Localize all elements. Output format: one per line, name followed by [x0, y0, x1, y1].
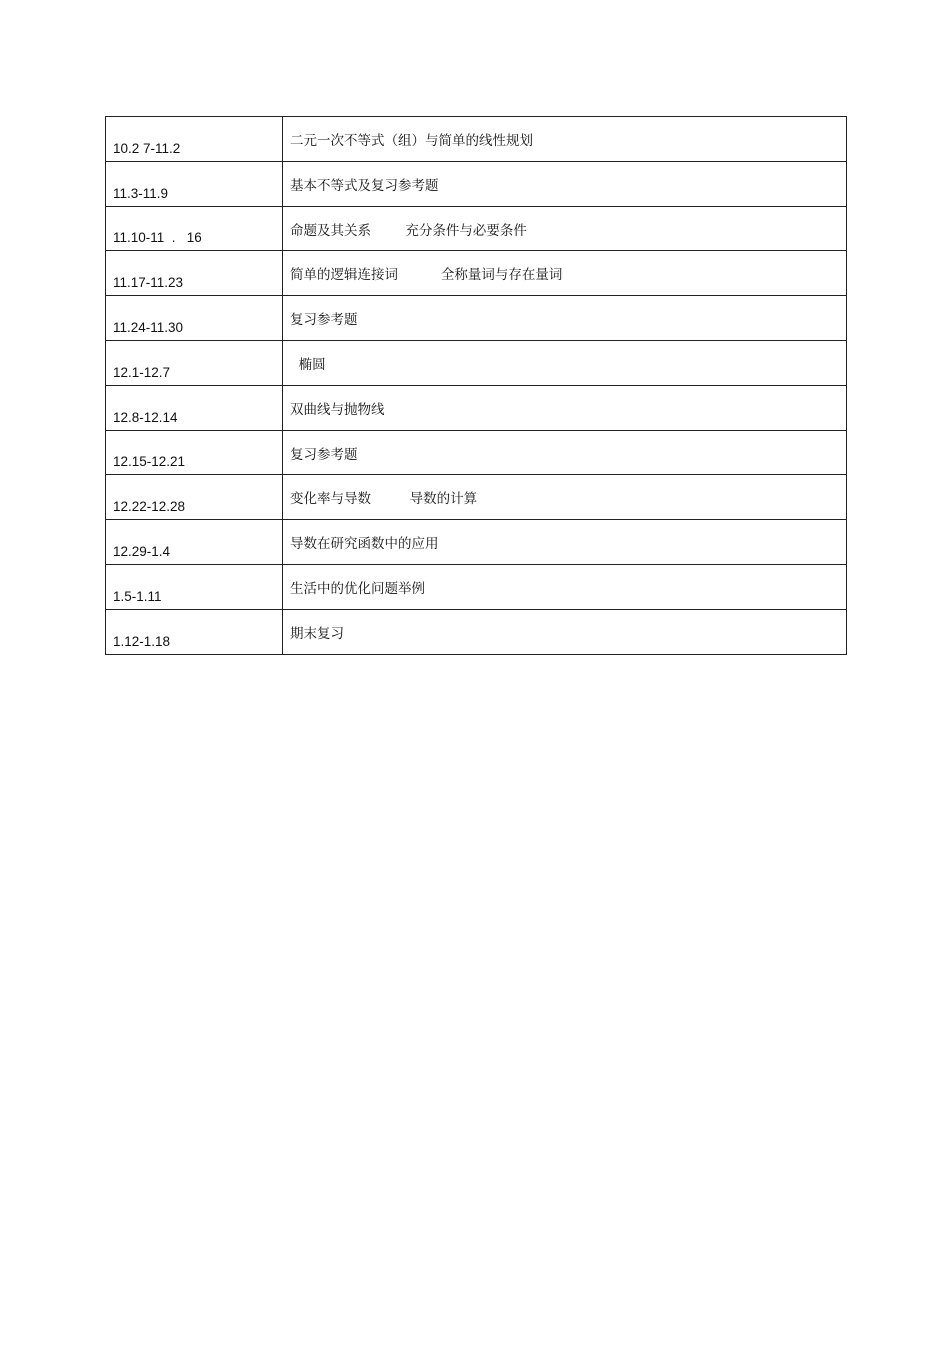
table-row	[106, 251, 847, 296]
week-range: 11.3-11.9	[106, 161, 283, 206]
week-range: 11.24-11.30	[106, 296, 283, 341]
week-range: 12.22-12.28	[106, 475, 283, 520]
table-row	[106, 430, 847, 475]
lesson-topic: 基本不等式及复习参考题	[283, 161, 847, 206]
lesson-topic: 双曲线与抛物线	[283, 385, 847, 430]
week-range: 11.10-11 . 16	[106, 206, 283, 251]
week-range: 1.5-1.11	[106, 564, 283, 609]
lesson-topic: 命题及其关系 充分条件与必要条件	[283, 206, 847, 251]
table-row	[106, 296, 847, 341]
table-row	[106, 340, 847, 385]
table-row	[106, 385, 847, 430]
lesson-topic: 二元一次不等式（组）与简单的线性规划	[283, 117, 847, 162]
lesson-topic: 导数在研究函数中的应用	[283, 520, 847, 565]
table-row	[106, 609, 847, 654]
table-row	[106, 520, 847, 565]
week-range: 12.29-1.4	[106, 520, 283, 565]
lesson-topic: 椭圆	[283, 340, 847, 385]
table-row	[106, 161, 847, 206]
table-row	[106, 117, 847, 162]
schedule-table	[105, 116, 847, 655]
table-row	[106, 564, 847, 609]
lesson-topic: 变化率与导数 导数的计算	[283, 475, 847, 520]
table-row	[106, 475, 847, 520]
week-range: 12.15-12.21	[106, 430, 283, 475]
week-range: 12.1-12.7	[106, 340, 283, 385]
week-range: 10.2 7-11.2	[106, 117, 283, 162]
lesson-topic: 简单的逻辑连接词 全称量词与存在量词	[283, 251, 847, 296]
lesson-topic: 期末复习	[283, 609, 847, 654]
lesson-topic: 复习参考题	[283, 430, 847, 475]
lesson-topic: 复习参考题	[283, 296, 847, 341]
lesson-topic: 生活中的优化问题举例	[283, 564, 847, 609]
week-range: 1.12-1.18	[106, 609, 283, 654]
week-range: 11.17-11.23	[106, 251, 283, 296]
table-row	[106, 206, 847, 251]
week-range: 12.8-12.14	[106, 385, 283, 430]
